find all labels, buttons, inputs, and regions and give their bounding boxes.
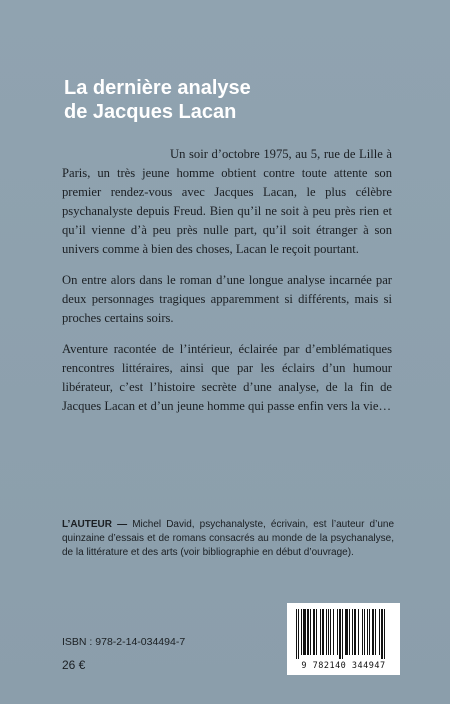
blurb-paragraph-2: On entre alors dans le roman d’une longue analyse incarnée par deux personnages tragiques apparemment si différents, mais si proches certains soirs. (62, 273, 392, 325)
barcode-digits: 9 782140 344947 (301, 661, 386, 671)
blurb (62, 145, 392, 428)
ean13-barcode-icon (293, 609, 394, 661)
blurb-paragraph-1: Un soir d’octobre 1975, au 5, rue de Lille à Paris, un très jeune homme obtient contre toute attente son premier rendez-vous avec Jacques Lacan, le plus célèbre psychanalyste depuis Freud. Bien qu’il ne soit à peu près rien et qu’il vienne d’à peu près nulle part, qu’il soit étranger à son univers comme à bien des choses, Lacan le reçoit pourtant. (62, 147, 392, 256)
isbn: ISBN : 978-2-14-034494-7 (62, 636, 186, 648)
author-note (62, 518, 394, 560)
book-title-line-2: de Jacques Lacan (64, 101, 237, 123)
barcode (287, 603, 400, 675)
book-title (64, 76, 394, 124)
price: 26 € (62, 658, 86, 672)
author-text: Michel David, psychanalyste, écrivain, est l’auteur d’une quinzaine d’essais et de romans consacrés au monde de la psychanalyse, de la littérature et des arts (voir bibliographie en début d’ouvrage). (62, 519, 395, 558)
blurb-paragraph-3: Aventure racontée de l’intérieur, éclairée par d’emblématiques rencontres littéraires, ainsi que par les éclairs d’un humour libérateur, c’est l’histoire secrète d’une analyse, de la fin de Jacques Lacan et d’un jeune homme qui passe enfin vers la vie… (62, 342, 392, 413)
book-title-line-1: La dernière analyse (64, 77, 251, 99)
author-label: L’AUTEUR — (62, 519, 128, 530)
